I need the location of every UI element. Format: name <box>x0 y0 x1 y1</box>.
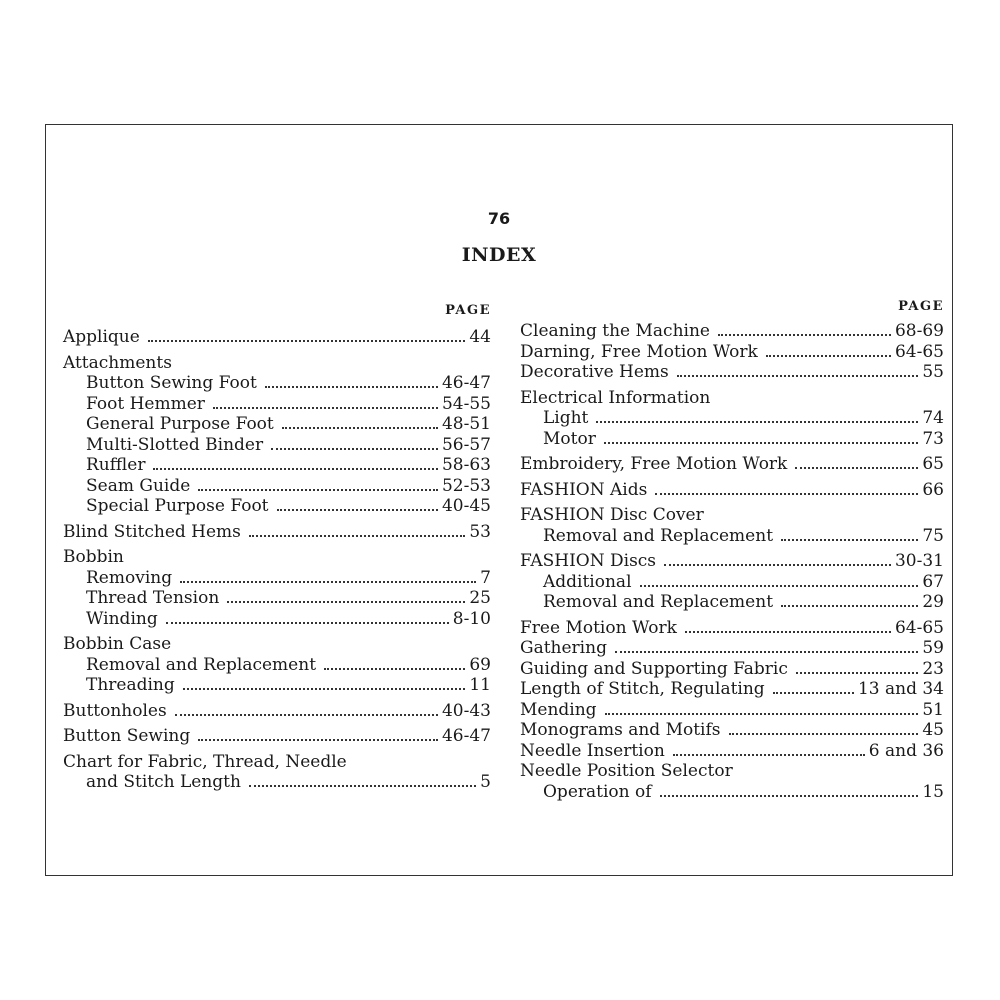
dot-leader <box>198 489 438 491</box>
entry-pages: 55 <box>922 362 944 382</box>
entry-pages: 6 and 36 <box>868 740 944 761</box>
dot-leader <box>773 692 854 694</box>
index-entry <box>63 726 491 747</box>
index-entry <box>63 373 491 394</box>
entry-pages: 59 <box>922 638 944 658</box>
entry-label: Blind Stitched Hems <box>63 521 241 542</box>
entry-label: Mending <box>520 699 597 720</box>
dot-leader <box>148 340 466 342</box>
dot-leader <box>604 442 919 444</box>
entry-label: and Stitch Length <box>86 772 241 792</box>
entry-label: Darning, Free Motion Work <box>520 341 758 362</box>
entry-label: Cleaning the Machine <box>520 321 710 341</box>
entry-label: Winding <box>86 608 158 629</box>
entry-pages: 64-65 <box>894 341 944 362</box>
entry-label: Button Sewing <box>63 726 191 746</box>
index-entry <box>63 455 491 476</box>
entry-pages: 40-43 <box>441 700 491 721</box>
dot-leader <box>324 668 465 670</box>
entry-label: Removal and Replacement <box>543 525 774 546</box>
index-entry <box>63 394 491 415</box>
dot-leader <box>660 795 919 797</box>
index-entry <box>63 588 491 609</box>
entry-pages: 54-55 <box>441 393 491 414</box>
index-entry <box>63 435 491 456</box>
index-entry <box>63 655 491 676</box>
entry-label: Additional <box>543 571 632 592</box>
entry-label: Free Motion Work <box>520 617 677 638</box>
index-entry <box>520 429 944 450</box>
entry-label: Length of Stitch, Regulating <box>520 679 765 699</box>
index-heading: FASHION Disc Cover <box>520 505 704 525</box>
dot-leader <box>198 739 438 741</box>
index-entry <box>63 675 491 696</box>
entry-pages: 58-63 <box>441 455 491 475</box>
entry-label: Thread Tension <box>86 588 220 608</box>
entry-label: Operation of <box>543 781 652 802</box>
dot-leader <box>265 386 438 388</box>
entry-pages: 66 <box>922 479 944 500</box>
entry-pages: 73 <box>922 428 944 449</box>
page-column-label: PAGE <box>445 303 491 318</box>
entry-label: Buttonholes <box>63 700 167 721</box>
entry-pages: 44 <box>469 327 491 347</box>
entry-pages: 40-45 <box>441 496 491 516</box>
entry-label: Threading <box>86 675 175 695</box>
page-column-label: PAGE <box>898 299 944 314</box>
dot-leader <box>153 468 438 470</box>
entry-label: Gathering <box>520 638 607 658</box>
dot-leader <box>766 355 891 357</box>
entry-pages: 65 <box>922 454 944 474</box>
entry-pages: 74 <box>922 408 944 428</box>
entry-pages: 68-69 <box>894 321 944 341</box>
index-entry <box>520 454 944 475</box>
entry-pages: 64-65 <box>894 617 944 638</box>
dot-leader <box>677 375 919 377</box>
entry-label: Light <box>543 408 589 428</box>
entry-pages: 13 and 34 <box>857 679 944 699</box>
index-entry <box>63 327 491 348</box>
dot-leader <box>282 427 438 429</box>
entry-pages: 7 <box>480 567 491 588</box>
index-entry <box>520 741 944 762</box>
dot-leader <box>781 539 918 541</box>
index-entry <box>63 476 491 497</box>
entry-label: Removal and Replacement <box>543 592 774 612</box>
index-title: INDEX <box>461 244 537 266</box>
dot-leader <box>685 631 891 633</box>
index-entry <box>520 551 944 572</box>
entry-pages: 30-31 <box>894 551 944 571</box>
entry-label: Button Sewing Foot <box>86 373 257 393</box>
entry-pages: 67 <box>922 571 944 592</box>
index-entry <box>520 618 944 639</box>
entry-pages: 29 <box>922 592 944 612</box>
entry-pages: 46-47 <box>441 373 491 393</box>
dot-leader <box>213 407 438 409</box>
index-page <box>45 124 953 876</box>
index-entry <box>520 782 944 803</box>
entry-label: Removing <box>86 567 173 588</box>
dot-leader <box>640 585 919 587</box>
entry-label: Embroidery, Free Motion Work <box>520 454 788 474</box>
entry-pages: 15 <box>922 781 944 802</box>
index-entry <box>520 700 944 721</box>
dot-leader <box>781 605 918 607</box>
dot-leader <box>605 713 919 715</box>
dot-leader <box>673 754 865 756</box>
entry-pages: 53 <box>469 521 491 542</box>
entry-label: FASHION Aids <box>520 479 648 500</box>
index-entry <box>520 572 944 593</box>
entry-pages: 51 <box>922 699 944 720</box>
entry-label: Monograms and Motifs <box>520 720 721 740</box>
index-entries-left <box>63 327 491 793</box>
index-entry <box>63 568 491 589</box>
dot-leader <box>729 733 919 735</box>
entry-pages: 11 <box>469 675 491 695</box>
dot-leader <box>180 581 476 583</box>
entry-pages: 8-10 <box>452 608 491 629</box>
dot-leader <box>249 785 476 787</box>
index-entry <box>520 526 944 547</box>
entry-label: Removal and Replacement <box>86 654 317 675</box>
index-entry <box>520 321 944 342</box>
index-entry <box>520 342 944 363</box>
dot-leader <box>718 334 891 336</box>
entry-pages: 5 <box>480 772 491 792</box>
dot-leader <box>655 493 918 495</box>
entry-label: Decorative Hems <box>520 362 669 382</box>
index-entry <box>520 659 944 680</box>
index-heading: Attachments <box>63 352 172 373</box>
entry-pages: 23 <box>922 658 944 679</box>
dot-leader <box>615 651 918 653</box>
index-entry <box>520 720 944 741</box>
index-entry <box>63 496 491 517</box>
entry-label: General Purpose Foot <box>86 414 274 434</box>
index-column-right <box>520 295 944 802</box>
dot-leader <box>795 467 918 469</box>
entry-pages: 48-51 <box>441 414 491 434</box>
index-heading: Needle Position Selector <box>520 761 733 781</box>
index-entry <box>520 362 944 383</box>
entry-label: Needle Insertion <box>520 740 665 761</box>
entry-label: FASHION Discs <box>520 551 657 571</box>
entry-label: Ruffler <box>86 455 146 475</box>
entry-pages: 75 <box>922 525 944 546</box>
index-entry <box>520 679 944 700</box>
index-entries-right <box>520 321 944 802</box>
dot-leader <box>183 688 466 690</box>
entry-pages: 56-57 <box>441 434 491 455</box>
index-entry <box>63 609 491 630</box>
entry-pages: 52-53 <box>441 475 491 496</box>
entry-pages: 46-47 <box>441 726 491 746</box>
dot-leader <box>249 535 465 537</box>
dot-leader <box>796 672 919 674</box>
page-number: 76 <box>487 209 511 228</box>
dot-leader <box>277 509 438 511</box>
index-heading: Bobbin <box>63 547 124 567</box>
entry-label: Foot Hemmer <box>86 393 205 414</box>
index-entry <box>63 701 491 722</box>
index-entry <box>63 772 491 793</box>
index-entry <box>63 522 491 543</box>
index-column-left <box>63 299 491 793</box>
entry-label: Applique <box>63 327 140 347</box>
dot-leader <box>227 601 465 603</box>
index-entry <box>520 480 944 501</box>
dot-leader <box>271 448 438 450</box>
dot-leader <box>175 714 438 716</box>
index-entry <box>520 638 944 659</box>
index-heading: Bobbin Case <box>63 634 172 654</box>
entry-pages: 45 <box>922 720 944 740</box>
dot-leader <box>664 564 891 566</box>
index-entry <box>520 408 944 429</box>
entry-label: Special Purpose Foot <box>86 496 269 516</box>
index-entry <box>63 414 491 435</box>
index-heading: Chart for Fabric, Thread, Needle <box>63 751 347 772</box>
entry-label: Seam Guide <box>86 475 191 496</box>
entry-label: Multi-Slotted Binder <box>86 434 264 455</box>
dot-leader <box>596 421 918 423</box>
index-heading: Electrical Information <box>520 387 711 408</box>
entry-pages: 25 <box>469 588 491 608</box>
entry-label: Motor <box>543 428 596 449</box>
entry-label: Guiding and Supporting Fabric <box>520 658 788 679</box>
entry-pages: 69 <box>469 654 491 675</box>
index-entry <box>520 592 944 613</box>
dot-leader <box>166 622 449 624</box>
